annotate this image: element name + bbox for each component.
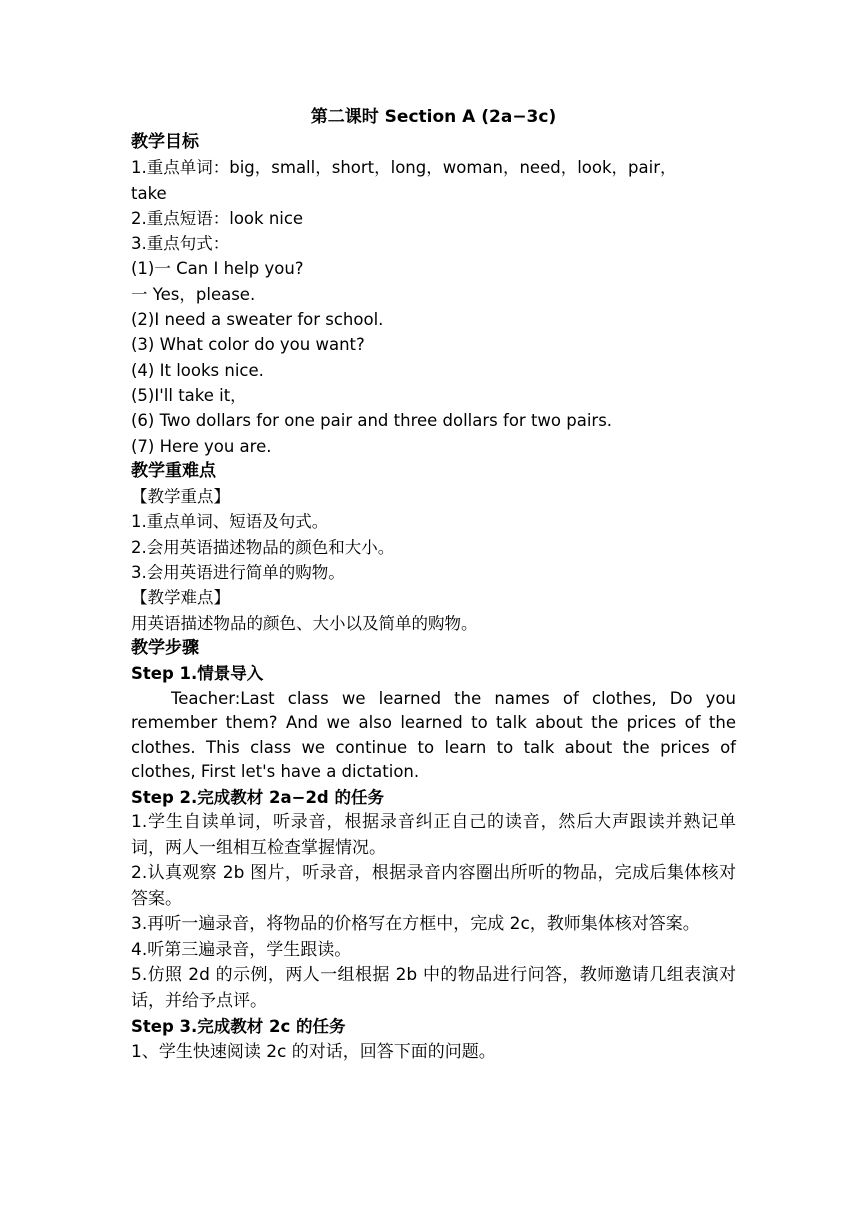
key-point-2: 2.会用英语描述物品的颜色和大小。 [131,537,395,557]
difficult-point-1: 用英语描述物品的颜色、大小以及简单的购物。 [131,613,478,633]
step-3-item-1: 1、学生快速阅读 2c 的对话，回答下面的问题。 [131,1041,496,1062]
objective-sentences: 3.重点句式： [131,234,230,254]
objective-words: 1.重点单词：big，small，short，long，woman，need，look，pair， [131,158,677,178]
objective-phrases: 2.重点短语：look nice [131,208,304,228]
objectives-heading: 教学目标 [131,132,199,152]
sentence-3: (3) What color do you want? [131,335,365,355]
key-point-3: 3.会用英语进行简单的购物。 [131,563,345,583]
step-2-item-2: 2.认真观察 2b 图片，听录音，根据录音内容圈出所听的物品，完成后集体核对答案。 [131,863,736,909]
key-point-1: 1.重点单词、短语及句式。 [131,512,329,532]
steps-heading: 教学步骤 [131,637,199,658]
sentence-6: (6) Two dollars for one pair and three dollars for two pairs. [131,411,613,431]
step-1-text: Teacher:Last class we learned the names of clothes, Do you remember them? And we also learned to talk about the prices of the clothes. This class we continue to learn to talk about the prices of clothes, First let's have a dictation. [131,688,736,782]
sentence-2: (2)I need a sweater for school. [131,310,384,330]
sentence-4: (4) It looks nice. [131,360,264,380]
step-2-item-1: 1.学生自读单词，听录音，根据录音纠正自己的读音，然后大声跟读并熟记单词，两人一组相互检查掌握情况。 [131,812,736,858]
page-title: 第二课时 Section A (2a−3c) [310,107,557,127]
step-1-title: Step 1.情景导入 [131,664,264,684]
sentence-1: (1)一 Can I help you? [131,259,304,279]
key-points-heading: 教学重难点 [131,460,216,481]
step-2-title: Step 2.完成教材 2a−2d 的任务 [131,787,384,807]
step-3-title: Step 3.完成教材 2c 的任务 [131,1017,346,1037]
sentence-7: (7) Here you are. [131,436,272,456]
key-points-label: 【教学重点】 [131,487,230,507]
sentence-1-reply: 一 Yes，please. [131,284,256,304]
sentence-5: (5)I'll take it， [131,385,247,405]
step-2-item-5: 5.仿照 2d 的示例，两人一组根据 2b 中的物品进行问答，教师邀请几组表演对话，并给予点评。 [131,965,736,1011]
objective-words-cont: take [131,183,167,203]
difficult-points-label: 【教学难点】 [131,588,230,608]
step-2-item-3: 3.再听一遍录音，将物品的价格写在方框中，完成 2c，教师集体核对答案。 [131,914,700,935]
step-2-item-4: 4.听第三遍录音，学生跟读。 [131,939,352,960]
